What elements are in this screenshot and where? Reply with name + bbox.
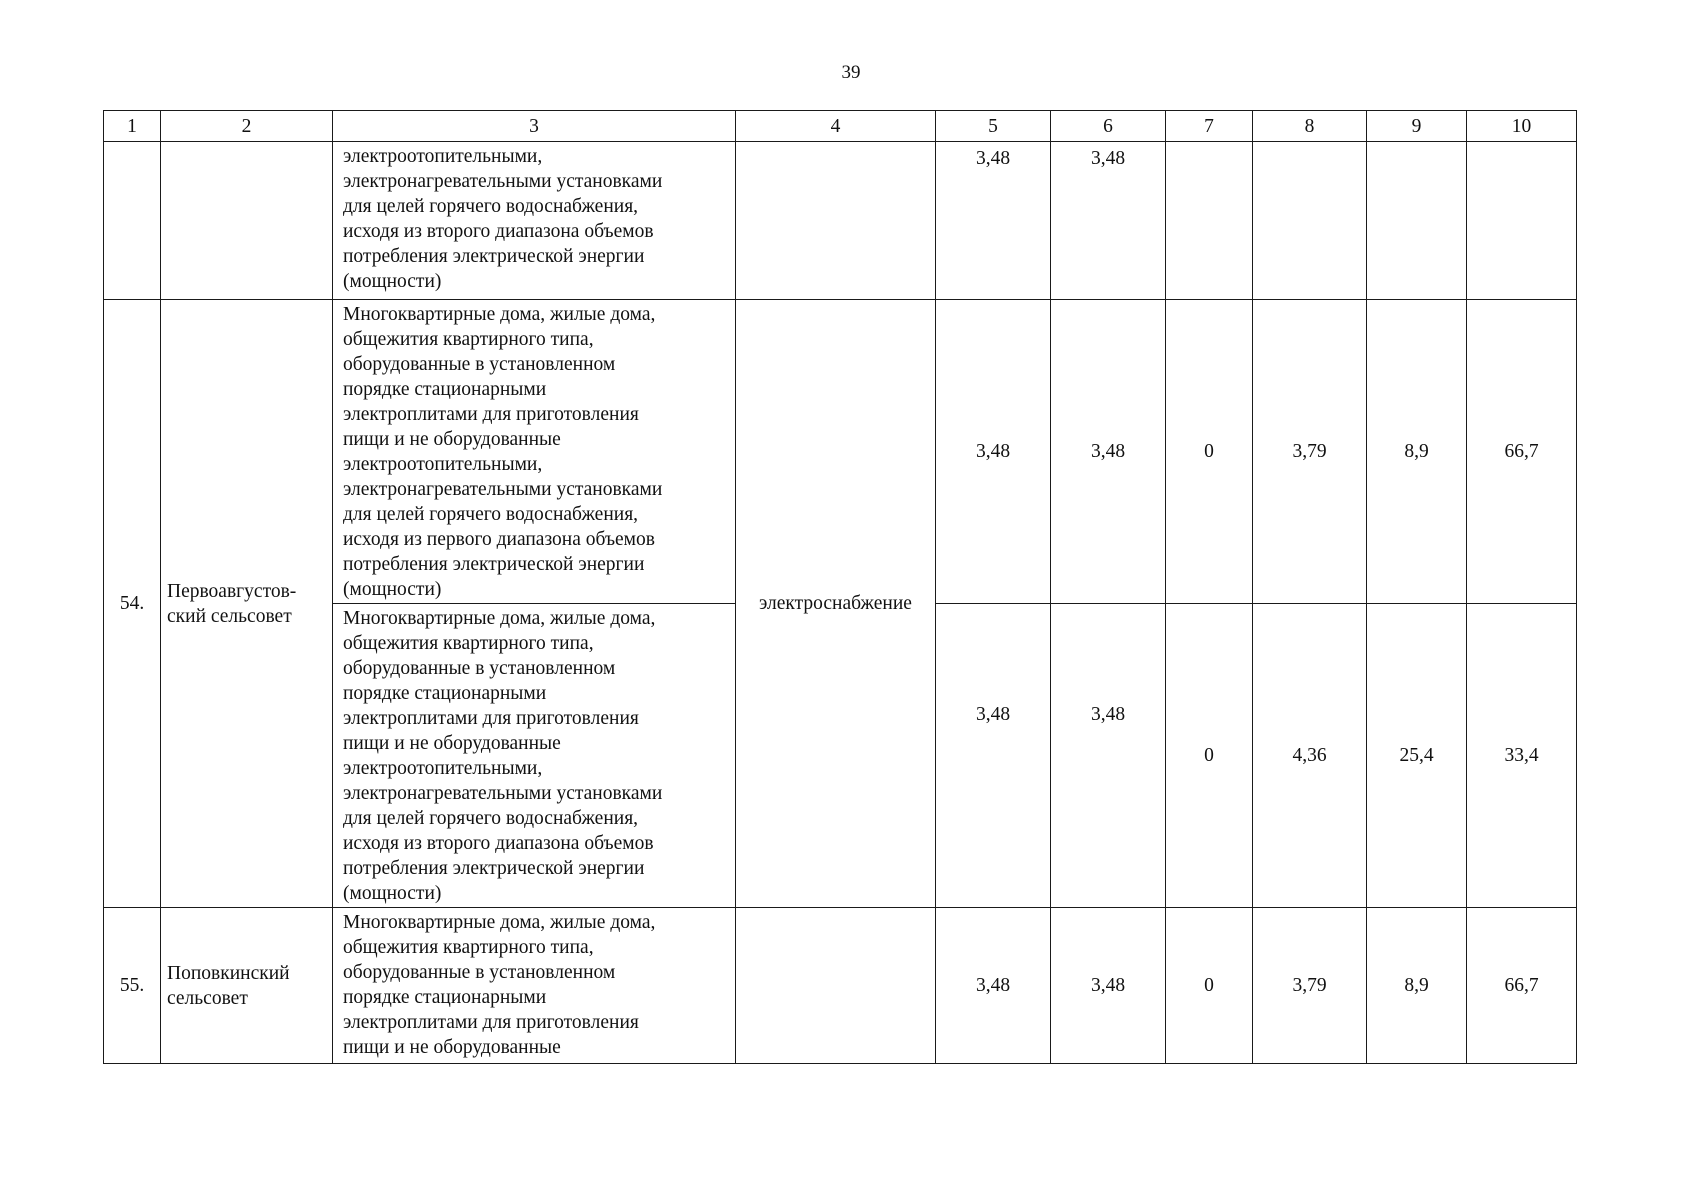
value-cell-5: 3,48 (936, 142, 1051, 300)
settlement-cell (161, 300, 333, 908)
desc-line: электроплитами для приготовления (343, 404, 639, 425)
value-cell-9: 8,9 (1367, 908, 1467, 1064)
service-cell: электроснабжение (736, 300, 936, 908)
row-54-first-range (104, 300, 1577, 604)
desc-line: потребления электрической энергии (343, 554, 645, 575)
value-cell-10: 33,4 (1467, 604, 1577, 908)
desc-line: исходя из второго диапазона объемов (343, 221, 654, 242)
settlement-cell (161, 908, 333, 1064)
description-cell (333, 300, 736, 604)
settlement-name-line: сельсовет (167, 987, 248, 1009)
value-cell-10 (1467, 142, 1577, 300)
value-cell-7: 0 (1166, 604, 1253, 908)
value-cell-6: 3,48 (1051, 908, 1166, 1064)
desc-line: Многоквартирные дома, жилые дома, (343, 608, 656, 629)
desc-line: электроплитами для приготовления (343, 1012, 639, 1033)
desc-line: электроотопительными, (343, 758, 543, 779)
desc-line: исходя из второго диапазона объемов (343, 833, 654, 854)
desc-line: Многоквартирные дома, жилые дома, (343, 304, 656, 325)
desc-line: общежития квартирного типа, (343, 329, 594, 350)
desc-line: (мощности) (343, 883, 442, 904)
value-cell-6: 3,48 (1051, 300, 1166, 604)
desc-line: электроотопительными, (343, 146, 543, 167)
value-cell-9 (1367, 142, 1467, 300)
value-cell-7: 0 (1166, 300, 1253, 604)
value-cell-5: 3,48 (936, 300, 1051, 604)
header-cell: 5 (936, 111, 1051, 142)
desc-line: порядке стационарными (343, 379, 547, 400)
desc-line: исходя из первого диапазона объемов (343, 529, 655, 550)
tariff-table (103, 110, 1577, 1064)
continuation-row (104, 142, 1577, 300)
desc-line: общежития квартирного типа, (343, 633, 594, 654)
header-cell: 9 (1367, 111, 1467, 142)
header-cell: 6 (1051, 111, 1166, 142)
desc-line: для целей горячего водоснабжения, (343, 808, 639, 829)
desc-line: общежития квартирного типа, (343, 937, 594, 958)
value-cell-6: 3,48 (1051, 604, 1166, 908)
row-number-cell (104, 142, 161, 300)
header-cell: 10 (1467, 111, 1577, 142)
desc-line: (мощности) (343, 271, 442, 292)
value-cell-5: 3,48 (936, 908, 1051, 1064)
value-cell-5: 3,48 (936, 604, 1051, 908)
header-row (104, 111, 1577, 142)
desc-line: для целей горячего водоснабжения, (343, 504, 639, 525)
value-cell-7 (1166, 142, 1253, 300)
desc-line: порядке стационарными (343, 987, 547, 1008)
settlement-cell (161, 142, 333, 300)
desc-line: пищи и не оборудованные (343, 1037, 561, 1058)
row-55 (104, 908, 1577, 1064)
desc-line: Многоквартирные дома, жилые дома, (343, 912, 656, 933)
settlement-name-line: Поповкинский (167, 962, 290, 984)
desc-line: порядке стационарными (343, 683, 547, 704)
value-cell-9: 25,4 (1367, 604, 1467, 908)
page-number: 39 (841, 62, 861, 83)
header-cell: 2 (161, 111, 333, 142)
value-cell-8: 3,79 (1253, 908, 1367, 1064)
desc-line: электроплитами для приготовления (343, 708, 639, 729)
row-number-cell: 54. (104, 300, 161, 908)
value-cell-8: 3,79 (1253, 300, 1367, 604)
service-cell (736, 142, 936, 300)
desc-line: электронагревательными установками (343, 479, 663, 500)
desc-line: для целей горячего водоснабжения, (343, 196, 639, 217)
service-cell (736, 908, 936, 1064)
value-cell-10: 66,7 (1467, 908, 1577, 1064)
desc-line: потребления электрической энергии (343, 246, 645, 267)
value-cell-10: 66,7 (1467, 300, 1577, 604)
header-cell: 1 (104, 111, 161, 142)
desc-line: пищи и не оборудованные (343, 733, 561, 754)
value-cell-7: 0 (1166, 908, 1253, 1064)
desc-line: электронагревательными установками (343, 783, 663, 804)
row-number-cell: 55. (104, 908, 161, 1064)
value-cell-6: 3,48 (1051, 142, 1166, 300)
description-cell (333, 604, 736, 908)
header-cell: 7 (1166, 111, 1253, 142)
desc-line: оборудованные в установленном (343, 354, 616, 375)
description-cell (333, 908, 736, 1064)
desc-line: потребления электрической энергии (343, 858, 645, 879)
header-cell: 8 (1253, 111, 1367, 142)
settlement-name-line: Первоавгустов- (167, 580, 297, 602)
value-cell-9: 8,9 (1367, 300, 1467, 604)
value-cell-8 (1253, 142, 1367, 300)
description-cell (333, 142, 736, 300)
value-cell-8: 4,36 (1253, 604, 1367, 908)
header-cell: 4 (736, 111, 936, 142)
desc-line: оборудованные в установленном (343, 658, 616, 679)
desc-line: (мощности) (343, 579, 442, 600)
settlement-name-line: ский сельсовет (167, 605, 292, 627)
desc-line: электронагревательными установками (343, 171, 663, 192)
desc-line: пищи и не оборудованные (343, 429, 561, 450)
header-cell: 3 (333, 111, 736, 142)
desc-line: оборудованные в установленном (343, 962, 616, 983)
desc-line: электроотопительными, (343, 454, 543, 475)
